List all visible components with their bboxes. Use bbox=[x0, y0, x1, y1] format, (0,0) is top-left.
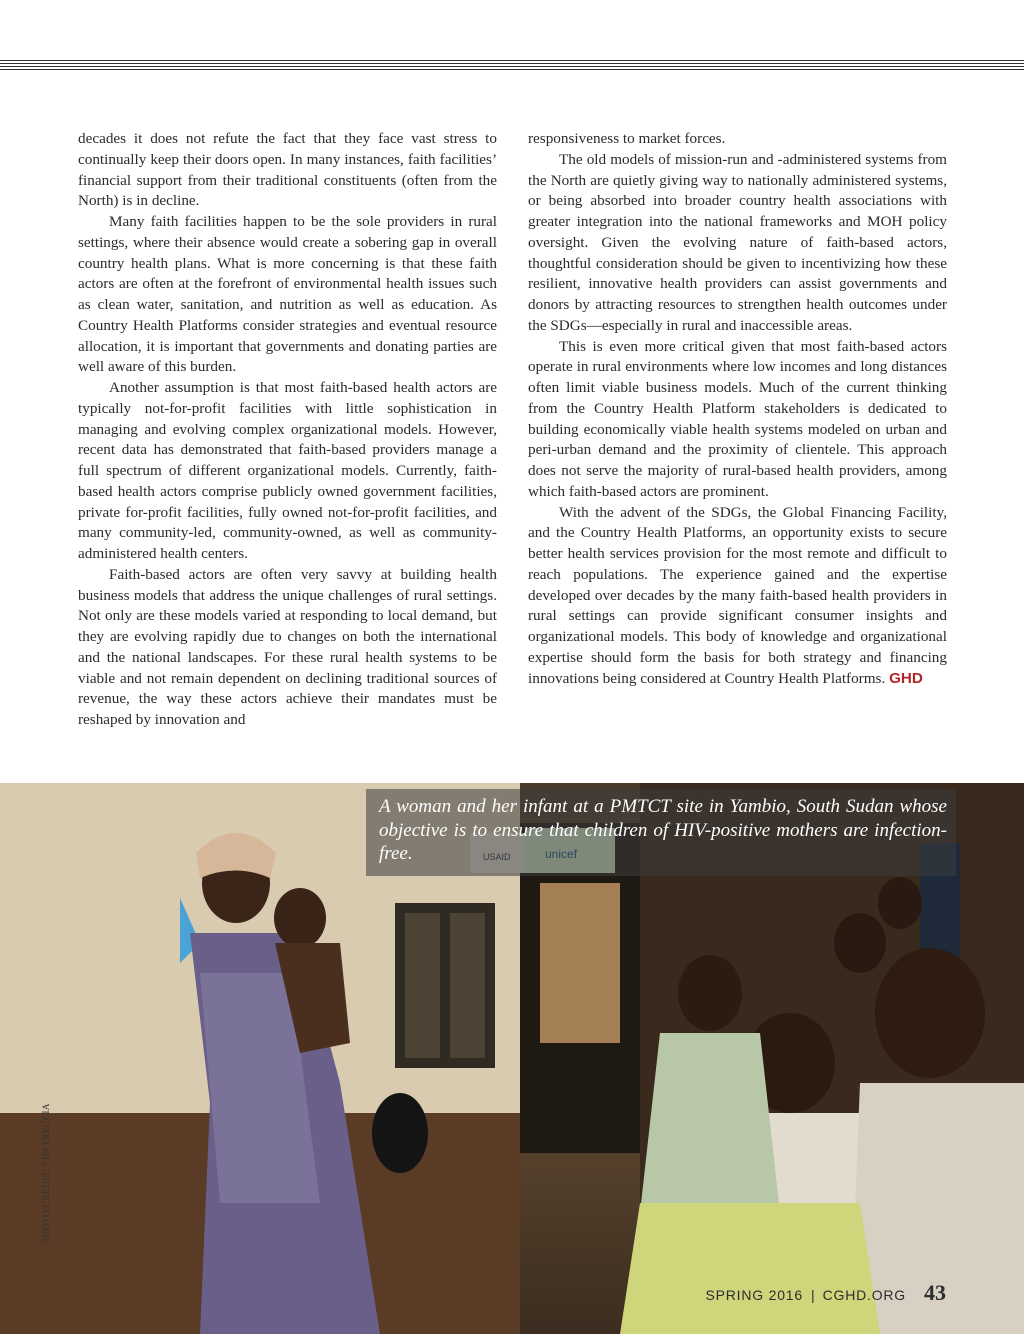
paragraph-text: With the advent of the SDGs, the Global Financing Facility, and the Country Health Platforms, an opportunity exists to secure better health services provision for the most remote and difficult to reach populations. The experience gained and the expertise developed over decades by the many faith-based health providers in rural settings can provide significant consumer insights and organizational models. This body of knowledge and organizational expertise should form the basis for both strategy and financing innovations being considered at Country Health Platforms. bbox=[528, 503, 947, 687]
paragraph: This is even more critical given that most faith-based actors operate in rural environments where low incomes and long distances often limit viable business models. Much of the current thinking from the Country Health Platform stakeholders is dedicated to building economically viable health systems modeled on urban and peri-urban demand and the proximity of clientele. This approach does not serve the majority of rural-based health providers, among which faith-based actors are prominent. bbox=[528, 337, 947, 500]
inner-room bbox=[540, 883, 620, 1043]
paragraph-final bbox=[528, 503, 947, 690]
footer-separator: | bbox=[810, 1287, 815, 1303]
paragraph: Many faith facilities happen to be the sole providers in rural settings, where their absence would create a sobering gap in overall country health plans. What is more concerning is that these faith actors are often at the forefront of environmental health issues such as clean water, sanitation, and nutrition as well as education. As Country Health Platforms consider strategies and eventual resource allocation, it is important that governments and donating parties are well aware of this burden. bbox=[78, 213, 497, 376]
patterned-cloth bbox=[620, 1203, 880, 1334]
page-footer bbox=[705, 1280, 946, 1306]
photo-credit: PHOTO CREDIT: TIM FRECCIA bbox=[42, 1103, 52, 1243]
background-head bbox=[878, 877, 922, 929]
paragraph: decades it does not refute the fact that they face vast stress to continually keep their doors open. In many instances, faith facilities’ financial support from their traditional constituents (often from the North) is in decline. bbox=[78, 130, 497, 210]
baby-head bbox=[274, 888, 326, 948]
article-column-left bbox=[78, 129, 497, 731]
window-pane bbox=[450, 913, 485, 1058]
background-head bbox=[834, 913, 886, 973]
paragraph: responsiveness to market forces. bbox=[528, 130, 726, 147]
header-rule bbox=[0, 60, 1024, 70]
signoff-ghd: GHD bbox=[889, 669, 923, 687]
photo-caption: A woman and her infant at a PMTCT site in Yambio, South Sudan whose objective is to ensure that children of HIV-positive mothers are infection-free. bbox=[379, 796, 947, 864]
issue-season: SPRING 2016 bbox=[705, 1287, 803, 1303]
seated-person-head bbox=[678, 955, 742, 1031]
paragraph: Faith-based actors are often very savvy at building health business models that address the unique challenges of rural settings. Not only are these models varied at responding to local demand, but they are evolving rapidly due to changes on both the international and the national landscapes. For these rural health systems to be viable and not remain dependent on declining traditional sources of revenue, the way these actors achieve their mandates must be reshaped by innovation and bbox=[78, 565, 497, 728]
paragraph: Another assumption is that most faith-based health actors are typically not-for-profit facilities with little sophistication in managing and evolving complex organizational models. However, recent data has demonstrated that faith-based providers manage a full spectrum of different organizational models. Currently, faith-based health actors comprise publicly owned government facilities, private for-profit facilities, fully owned not-for-profit facilities, and many community-led, community-owned, as well as community-administered health centers. bbox=[78, 379, 497, 562]
black-bag bbox=[372, 1093, 428, 1173]
article-column-right bbox=[528, 129, 947, 689]
man-head bbox=[875, 948, 985, 1078]
page-number: 43 bbox=[924, 1280, 946, 1305]
paragraph: The old models of mission-run and -administered systems from the North are quietly giving way to nationally administered systems, or being absorbed into broader country health associations with greater integration into the national frameworks and MOH policy oversight. Given the evolving nature of faith-based actors, thoughtful consideration should be given to incentivizing how these resilient, innovative health providers can assist governments and donors by attracting resources to strengthen health outcomes under the SDGs—especially in rural and inaccessible areas. bbox=[528, 150, 947, 334]
window-pane bbox=[405, 913, 440, 1058]
seated-person-body bbox=[640, 1033, 780, 1213]
site-url[interactable]: CGHD.ORG bbox=[822, 1287, 906, 1303]
